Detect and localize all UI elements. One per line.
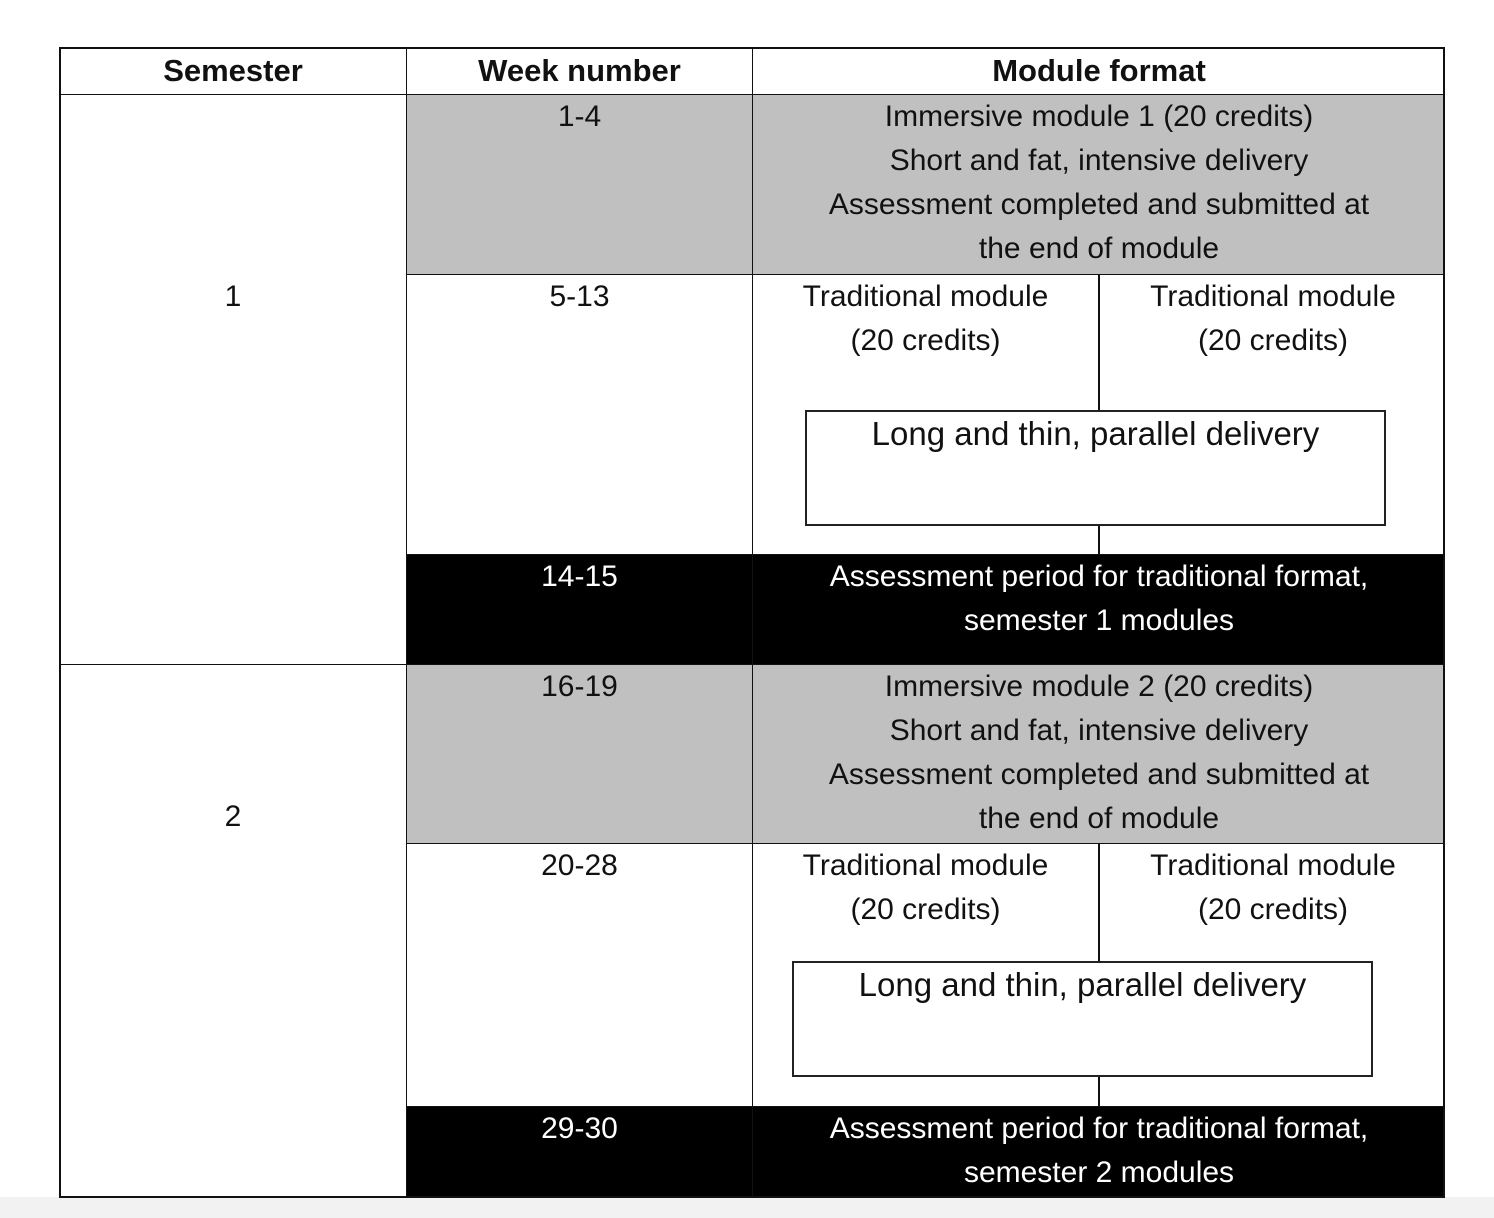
traditional-modules-cell <box>752 843 1445 1106</box>
format-line: semester 2 modules <box>963 1156 1235 1189</box>
header-module-format: Module format <box>752 47 1445 94</box>
format-line: Assessment period for traditional format, <box>829 1112 1369 1145</box>
format-line: Assessment completed and submitted at <box>828 188 1370 221</box>
format-line: the end of module <box>978 802 1220 835</box>
format-line: Immersive module 1 (20 credits) <box>884 100 1314 133</box>
parallel-delivery-label: Long and thin, parallel delivery <box>871 415 1320 452</box>
semester-1-cell <box>59 94 406 664</box>
module-title: Traditional module <box>802 280 1049 313</box>
immersive-module-cell <box>752 94 1445 274</box>
parallel-delivery-box <box>792 961 1373 1077</box>
format-line: semester 1 modules <box>963 604 1235 637</box>
week-range: 20-28 <box>541 849 618 882</box>
semester-label: 2 <box>224 800 242 833</box>
format-line: Short and fat, intensive delivery <box>889 714 1309 747</box>
week-range: 29-30 <box>541 1112 618 1145</box>
module-credits: (20 credits) <box>850 893 1001 926</box>
module-credits: (20 credits) <box>1197 324 1349 357</box>
traditional-module-left <box>753 844 1098 932</box>
parallel-delivery-label: Long and thin, parallel delivery <box>858 966 1307 1003</box>
format-line: Immersive module 2 (20 credits) <box>884 670 1314 703</box>
week-range: 1-4 <box>557 100 602 133</box>
week-cell-traditional <box>406 274 752 554</box>
traditional-module-right <box>1100 275 1446 363</box>
traditional-module-left <box>753 275 1098 363</box>
module-format-table <box>59 47 1445 1198</box>
format-line: Assessment period for traditional format, <box>829 560 1369 593</box>
week-range: 14-15 <box>541 560 618 593</box>
week-cell-assessment <box>406 554 752 664</box>
traditional-modules-cell <box>752 274 1445 554</box>
assessment-period-cell <box>752 1106 1445 1198</box>
header-week-number: Week number <box>406 47 752 94</box>
module-credits: (20 credits) <box>850 324 1001 357</box>
week-range: 16-19 <box>541 670 618 703</box>
format-line: Short and fat, intensive delivery <box>889 144 1309 177</box>
parallel-delivery-box <box>805 410 1386 526</box>
semester-label: 1 <box>224 280 242 313</box>
traditional-module-right <box>1100 844 1446 932</box>
module-title: Traditional module <box>1150 280 1396 313</box>
week-cell-immersive <box>406 94 752 274</box>
page-bottom-strip <box>0 1197 1494 1218</box>
module-title: Traditional module <box>1150 849 1396 882</box>
assessment-period-cell <box>752 554 1445 664</box>
format-line: the end of module <box>978 232 1220 265</box>
module-title: Traditional module <box>802 849 1049 882</box>
week-cell-traditional <box>406 843 752 1106</box>
semester-2-cell <box>59 664 406 1198</box>
week-range: 5-13 <box>549 280 610 313</box>
week-cell-immersive <box>406 664 752 843</box>
format-line: Assessment completed and submitted at <box>828 758 1370 791</box>
immersive-module-cell <box>752 664 1445 843</box>
header-semester: Semester <box>59 47 406 94</box>
module-credits: (20 credits) <box>1197 893 1349 926</box>
week-cell-assessment <box>406 1106 752 1198</box>
